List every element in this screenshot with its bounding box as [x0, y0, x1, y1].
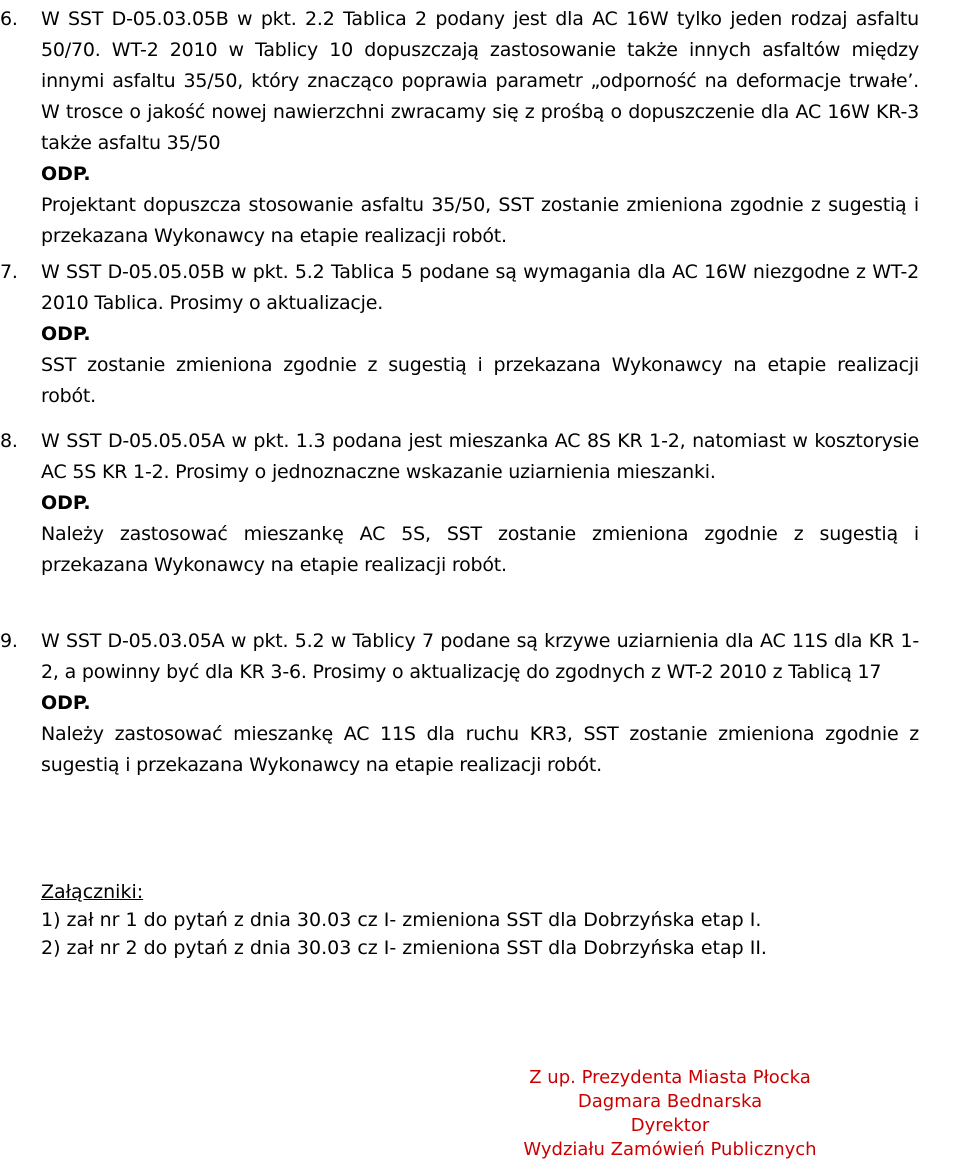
answer-text: Należy zastosować mieszankę AC 11S dla ruchu KR3, SST zostanie zmieniona zgodnie z sugestią i przekazana Wykonawcy na etapie realizacji robót. — [41, 723, 919, 776]
signature-block — [480, 1066, 860, 1162]
signature-name: Dagmara Bednarska — [577, 1091, 763, 1112]
list-item — [0, 626, 919, 781]
question-text: W SST D-05.03.05B w pkt. 2.2 Tablica 2 podany jest dla AC 16W tylko jeden rodzaj asfaltu 50/70. WT-2 2010 w Tablicy 10 dopuszczają zastosowanie także innych asfaltów między innymi asfaltu 35/50, który znacząco poprawia parametr „odporność na deformacje trwałe’. W trosce o jakość nowej nawierzchni zwracamy się z prośbą o dopuszczenie dla AC 16W KR-3 także asfaltu 35/50 — [41, 8, 919, 154]
signature-title: Dyrektor — [630, 1115, 710, 1136]
signature-line: Z up. Prezydenta Miasta Płocka — [529, 1067, 811, 1088]
answer-text: SST zostanie zmieniona zgodnie z sugestią i przekazana Wykonawcy na etapie realizacji robót. — [41, 354, 919, 407]
attachments-heading: Załączniki: — [41, 881, 144, 903]
list-item — [0, 426, 919, 581]
attachment-item: 2) zał nr 2 do pytań z dnia 30.03 cz I- zmieniona SST dla Dobrzyńska etap II. — [41, 937, 767, 959]
answer-label: ODP. — [41, 692, 91, 714]
item-number: 8. — [0, 430, 18, 452]
item-number: 7. — [0, 261, 18, 283]
answer-label: ODP. — [41, 492, 91, 514]
attachment-item: 1) zał nr 1 do pytań z dnia 30.03 cz I- zmieniona SST dla Dobrzyńska etap I. — [41, 909, 762, 931]
question-text: W SST D-05.05.05B w pkt. 5.2 Tablica 5 podane są wymagania dla AC 16W niezgodne z WT-2 2010 Tablica. Prosimy o aktualizacje. — [41, 261, 919, 314]
list-item — [0, 257, 919, 412]
list-item — [0, 4, 919, 252]
answer-label: ODP. — [41, 163, 91, 185]
item-number: 9. — [0, 630, 18, 652]
answer-label: ODP. — [41, 323, 91, 345]
question-text: W SST D-05.05.05A w pkt. 1.3 podana jest mieszanka AC 8S KR 1-2, natomiast w kosztorysie AC 5S KR 1-2. Prosimy o jednoznaczne wskazanie uziarnienia mieszanki. — [41, 430, 919, 483]
answer-text: Należy zastosować mieszankę AC 5S, SST zostanie zmieniona zgodnie z sugestią i przekazana Wykonawcy na etapie realizacji robót. — [41, 523, 919, 576]
attachments-section — [41, 878, 767, 962]
question-text: W SST D-05.03.05A w pkt. 5.2 w Tablicy 7 podane są krzywe uziarnienia dla AC 11S dla KR 1-2, a powinny być dla KR 3-6. Prosimy o aktualizację do zgodnych z WT-2 2010 z Tablicą 17 — [41, 630, 919, 683]
item-number: 6. — [0, 8, 18, 30]
signature-department: Wydziału Zamówień Publicznych — [523, 1139, 817, 1160]
answer-text: Projektant dopuszcza stosowanie asfaltu 35/50, SST zostanie zmieniona zgodnie z sugestią i przekazana Wykonawcy na etapie realizacji robót. — [41, 194, 919, 247]
